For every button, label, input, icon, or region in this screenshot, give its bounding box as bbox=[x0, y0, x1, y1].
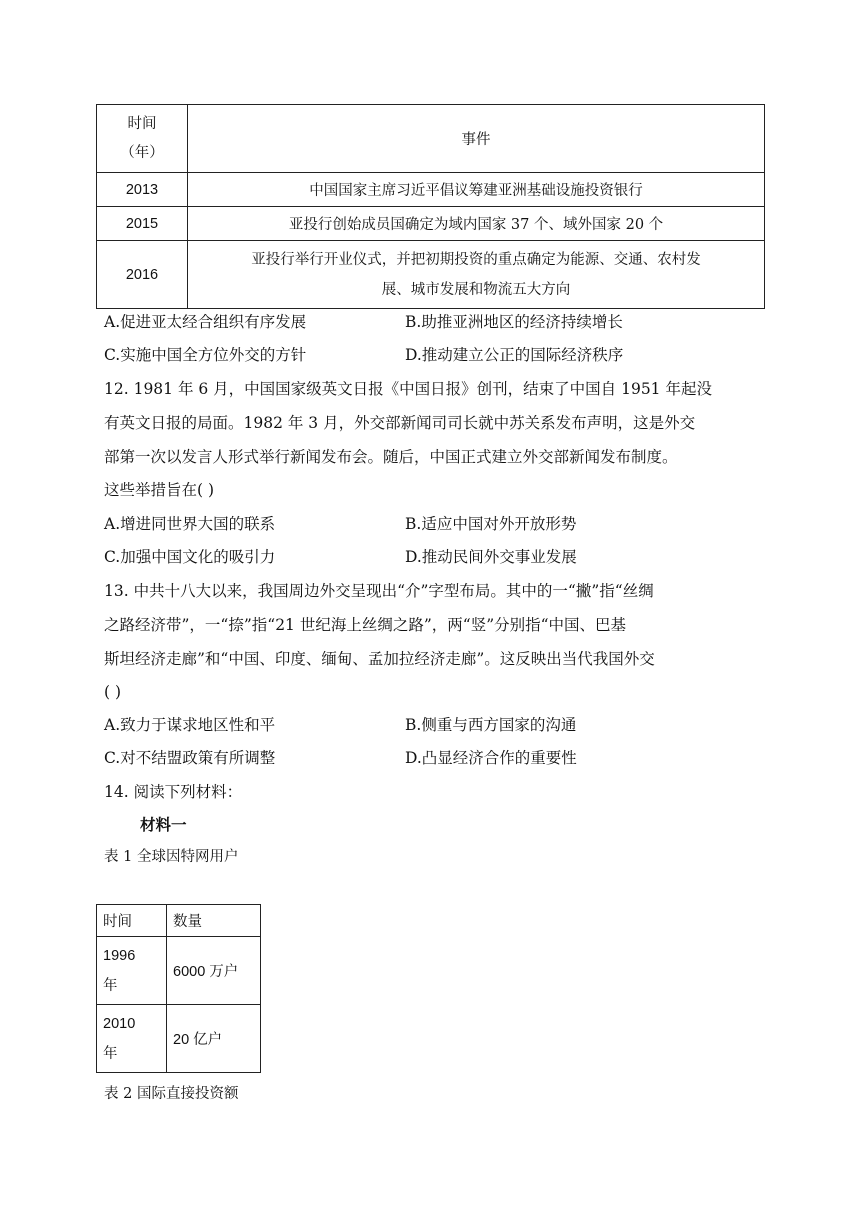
time-header-cell: 时间 bbox=[97, 905, 167, 937]
internet-users-table bbox=[96, 904, 261, 1073]
q13-line-4: ( ) bbox=[104, 683, 122, 701]
q13-option-c: C.对不结盟政策有所调整 bbox=[104, 749, 276, 767]
year-value: 1996 bbox=[103, 947, 136, 964]
internet-users-header bbox=[97, 905, 261, 937]
q14-intro: 14. 阅读下列材料： bbox=[104, 783, 243, 801]
table-row bbox=[97, 207, 765, 241]
q13-option-d: D.凸显经济合作的重要性 bbox=[405, 749, 577, 767]
year-cell: 2016 bbox=[97, 241, 188, 309]
year-value: 2010 bbox=[103, 1015, 136, 1032]
year-cell bbox=[97, 937, 167, 1005]
q12-line-3: 部第一次以发言人形式举行新闻发布会。随后，中国正式建立外交部新闻发布制度。 bbox=[104, 448, 678, 466]
event-cell: 中国国家主席习近平倡议筹建亚洲基础设施投资银行 bbox=[188, 173, 765, 207]
events-table-header bbox=[97, 105, 765, 173]
q12-line-2: 有英文日报的局面。1982 年 3 月，外交部新闻司司长就中苏关系发布声明，这是外交 bbox=[104, 414, 696, 432]
table-row bbox=[97, 1005, 261, 1073]
time-header-cell bbox=[97, 105, 188, 173]
q11-option-c: C.实施中国全方位外交的方针 bbox=[104, 346, 307, 364]
year-unit: 年 bbox=[103, 977, 118, 994]
q12-option-c: C.加强中国文化的吸引力 bbox=[104, 548, 276, 566]
year-cell: 2013 bbox=[97, 173, 188, 207]
q12-line-4: 这些举措旨在( ) bbox=[104, 481, 215, 499]
table-row bbox=[97, 241, 765, 309]
q13-line-2: 之路经济带”，一“捺”指“21 世纪海上丝绸之路”，两“竖”分别指“中国、巴基 bbox=[104, 616, 627, 634]
year-cell: 2015 bbox=[97, 207, 188, 241]
q12-option-b: B.适应中国对外开放形势 bbox=[405, 515, 577, 533]
time-header-line2: （年） bbox=[120, 144, 164, 161]
time-header-line1: 时间 bbox=[127, 115, 157, 132]
q11-option-d: D.推动建立公正的国际经济秩序 bbox=[405, 346, 624, 364]
table-row bbox=[97, 937, 261, 1005]
q13-line-1: 13. 中共十八大以来，我国周边外交呈现出“介”字型布局。其中的一“撇”指“丝绸 bbox=[104, 582, 654, 600]
event-header-cell: 事件 bbox=[188, 105, 765, 173]
material-one-heading: 材料一 bbox=[140, 815, 187, 834]
count-header-cell: 数量 bbox=[167, 905, 261, 937]
table2-caption: 表 2 国际直接投资额 bbox=[104, 1086, 239, 1102]
q13-option-a: A.致力于谋求地区性和平 bbox=[104, 716, 276, 734]
q13-line-3: 斯坦经济走廊”和“中国、印度、缅甸、孟加拉经济走廊”。这反映出当代我国外交 bbox=[104, 650, 655, 668]
user-count-cell: 6000 万户 bbox=[167, 937, 261, 1005]
q13-option-b: B.侧重与西方国家的沟通 bbox=[405, 716, 577, 734]
event-cell bbox=[188, 241, 765, 309]
table1-caption: 表 1 全球因特网用户 bbox=[104, 849, 239, 865]
event-line1: 亚投行举行开业仪式，并把初期投资的重点确定为能源、交通、农村发 bbox=[251, 251, 701, 268]
year-cell bbox=[97, 1005, 167, 1073]
q12-line-1: 12. 1981 年 6 月，中国国家级英文日报《中国日报》创刊，结束了中国自 1951 年起没 bbox=[104, 380, 712, 398]
event-cell: 亚投行创始成员国确定为域内国家 37 个、域外国家 20 个 bbox=[188, 207, 765, 241]
event-line2: 展、城市发展和物流五大方向 bbox=[381, 281, 571, 298]
table-row bbox=[97, 173, 765, 207]
q12-option-d: D.推动民间外交事业发展 bbox=[405, 548, 577, 566]
q11-option-a: A.促进亚太经合组织有序发展 bbox=[104, 313, 307, 331]
events-table bbox=[96, 104, 765, 309]
year-unit: 年 bbox=[103, 1045, 118, 1062]
q12-option-a: A.增进同世界大国的联系 bbox=[104, 515, 276, 533]
q11-option-b: B.助推亚洲地区的经济持续增长 bbox=[405, 313, 623, 331]
user-count-cell: 20 亿户 bbox=[167, 1005, 261, 1073]
